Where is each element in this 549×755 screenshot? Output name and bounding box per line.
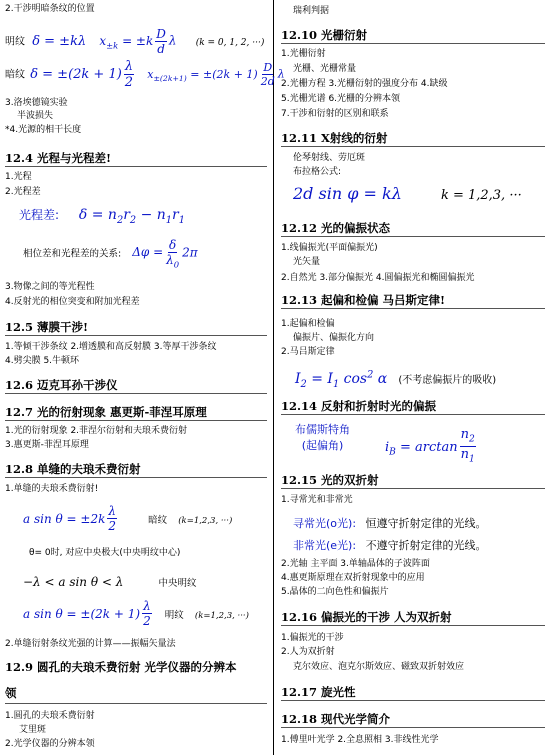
section-heading: 12.7 光的衍射现象 惠更斯-菲涅耳原理	[5, 405, 207, 419]
extraordinary-ray-line	[293, 537, 487, 553]
k-range: (k = 0, 1, 2, ···)	[195, 37, 265, 48]
text-line: 克尔效应、泡克尔斯效应、磁致双折射效应	[293, 662, 465, 672]
text-line: 2.人为双折射	[281, 647, 335, 657]
section-heading: 12.6 迈克耳孙干涉仪	[5, 378, 118, 392]
section-heading: 12.12 光的偏振状态	[281, 221, 391, 235]
brewster-label	[295, 422, 350, 454]
dark-fringe-formula: 暗纹 δ = ±(2k + 1) $\frac{\lambda}{2}$ $x_{\pm(2k+1)} = \pm(2k + 1)$ $\frac{D}{2d}$ λ	[5, 59, 285, 90]
section-heading: 12.8 单缝的夫琅禾费衍射	[5, 462, 141, 476]
ordinary-ray-line	[293, 515, 487, 531]
text-line: 艾里斑	[19, 725, 47, 735]
text-line: 2.光程差	[5, 187, 41, 197]
k-range: k = 1,2,3, ···	[440, 188, 522, 203]
text-line: 1.傅里叶光学 2.全息照相 3.非线性光学	[281, 735, 439, 745]
section-heading: 12.9 圆孔的夫琅禾费衍射 光学仪器的分辨本	[5, 660, 237, 674]
text-line: 1.圆孔的夫琅禾费衍射	[5, 711, 95, 721]
text-line: 半波损失	[17, 111, 54, 121]
single-slit-dark-formula: a sin θ = ±2k $\frac{\lambda}{2}$ 暗纹 (k=1,2,3, ···)	[23, 504, 233, 533]
rule	[281, 146, 545, 147]
text-line: 5.光栅光谱 6.光栅的分辨本领	[281, 94, 401, 104]
k-range: (k=1,2,3, ···)	[194, 611, 249, 621]
brewster-formula: $i_B = \arctan$ $\frac{n_2}{n_1}$	[385, 427, 475, 465]
note: (不考虑偏振片的吸收)	[398, 375, 497, 386]
text: 不遵守折射定律的光线。	[365, 539, 487, 552]
label: 暗纹	[5, 69, 25, 81]
text-line: 光矢量	[293, 257, 321, 267]
text-line: 1.偏振光的干涉	[281, 633, 344, 643]
central-max-formula: −λ < a sin θ < λ 中央明纹	[23, 575, 197, 589]
text-line: 2.干涉明暗条纹的位置	[5, 4, 95, 14]
rule	[281, 236, 545, 237]
section-heading: 12.18 现代光学简介	[281, 712, 391, 726]
section-heading: 12.5 薄膜干涉!	[5, 320, 89, 334]
section-heading: 12.4 光程与光程差!	[5, 151, 112, 165]
label: 明纹	[164, 610, 184, 621]
rule	[5, 335, 267, 336]
section-heading: 12.13 起偏和检偏 马吕斯定律!	[281, 293, 446, 307]
section-heading-cont: 领	[5, 686, 17, 700]
text-line: *4.光源的相干长度	[5, 125, 82, 135]
text-line: 偏振片、偏振化方向	[293, 333, 375, 343]
rule	[5, 166, 267, 167]
label: 寻常光(o光):	[293, 517, 357, 530]
text-line: 2.单缝衍射条纹光强的计算——振幅矢量法	[5, 639, 176, 649]
text-line: 3.物像之间的等光程性	[5, 282, 95, 292]
text-line: 2.光轴 主平面 3.单轴晶体的子波阵面	[281, 559, 430, 569]
text-line: 2.马吕斯定律	[281, 347, 335, 357]
rule	[281, 488, 545, 489]
rule	[5, 393, 267, 394]
text-line: 2.光学仪器的分辨本领	[5, 739, 95, 749]
label: 中央明纹	[158, 578, 197, 589]
text-line: 2.自然光 3.部分偏振光 4.圆偏振光和椭圆偏振光	[281, 273, 475, 283]
label: (起偏角)	[301, 439, 344, 452]
rule	[281, 727, 545, 728]
text-line: 1.光程	[5, 172, 32, 182]
text-line: 瑞利判据	[293, 6, 330, 16]
single-slit-bright-formula: a sin θ = ±(2k + 1) $\frac{\lambda}{2}$ 明纹 (k=1,2,3, ···)	[23, 599, 249, 628]
text-line: 3.惠更斯-菲涅耳原理	[5, 440, 89, 450]
section-heading: 12.14 反射和折射时光的偏振	[281, 399, 437, 413]
label: 暗纹	[148, 515, 168, 526]
text-line: 4.反射光的相位突变和附加光程差	[5, 297, 140, 307]
text-line: 3.洛埃德镜实验	[5, 98, 68, 108]
section-heading: 12.15 光的双折射	[281, 473, 379, 487]
label: 布儒斯特角	[295, 423, 350, 436]
phase-formula: 相位差和光程差的关系: Δφ = $\frac{\delta}{\lambda_0}$ 2π	[23, 238, 198, 270]
section-heading: 12.16 偏振光的干涉 人为双折射	[281, 610, 452, 624]
label: 明纹	[5, 36, 25, 48]
rule	[281, 414, 545, 415]
text-line: 1.光的衍射现象 2.菲涅尔衍射和夫琅禾费衍射	[5, 426, 188, 436]
section-heading: 12.10 光栅衍射	[281, 28, 368, 42]
opd-formula: 光程差: $\delta = n_2r_2 - n_1r_1$	[19, 207, 185, 226]
text-line: 1.起偏和检偏	[281, 319, 335, 329]
label: 相位差和光程差的关系:	[23, 248, 122, 260]
rule	[281, 700, 545, 701]
rule	[281, 625, 545, 626]
text-line: 4.惠更斯原理在双折射现象中的应用	[281, 573, 425, 583]
section-heading: 12.11 X射线的衍射	[281, 131, 388, 145]
malus-formula: $I_2 = I_1$ $\cos^2 \alpha$ (不考虑偏振片的吸收)	[295, 369, 497, 390]
text-line: 光栅、光栅常量	[293, 64, 357, 74]
text-line: θ= 0时, 对应中央极大(中央明纹中心)	[29, 548, 181, 558]
text-line: 1.光栅衍射	[281, 49, 326, 59]
text-line: 1.线偏振光(平面偏振光)	[281, 243, 378, 253]
k-range: (k=1,2,3, ···)	[178, 516, 233, 526]
bright-fringe-formula: 明纹 δ = ±kλ $x_{\pm k} = \pm k$ $\frac{D}{d}$ λ (k = 0, 1, 2, ···)	[5, 27, 265, 56]
text-line: 7.干涉和衍射的区别和联系	[281, 109, 389, 119]
rule	[281, 308, 545, 309]
text-line: 1.单缝的夫琅禾费衍射!	[5, 484, 99, 494]
text: 恒遵守折射定律的光线。	[365, 517, 487, 530]
text-line: 1.寻常光和非常光	[281, 495, 353, 505]
text-line: 1.等倾干涉条纹 2.增透膜和高反射膜 3.等厚干涉条纹	[5, 342, 217, 352]
text-line: 伦琴射线、劳厄斑	[293, 153, 366, 163]
rule	[5, 477, 267, 478]
bragg-formula: 2d sin φ = kλ k = 1,2,3, ···	[293, 184, 522, 203]
text-line: 4.劈尖膜 5.牛顿环	[5, 356, 80, 366]
rule	[5, 420, 267, 421]
label: 非常光(e光):	[293, 539, 357, 552]
column-divider	[273, 0, 274, 755]
rule	[281, 43, 545, 44]
rule	[5, 703, 267, 704]
text-line: 2.光栅方程 3.光栅衍射的强度分布 4.缺级	[281, 79, 448, 89]
text-line: 布拉格公式:	[293, 167, 342, 177]
section-heading: 12.17 旋光性	[281, 685, 356, 699]
text-line: 5.晶体的二向色性和偏振片	[281, 587, 389, 597]
label: 光程差:	[19, 208, 60, 222]
